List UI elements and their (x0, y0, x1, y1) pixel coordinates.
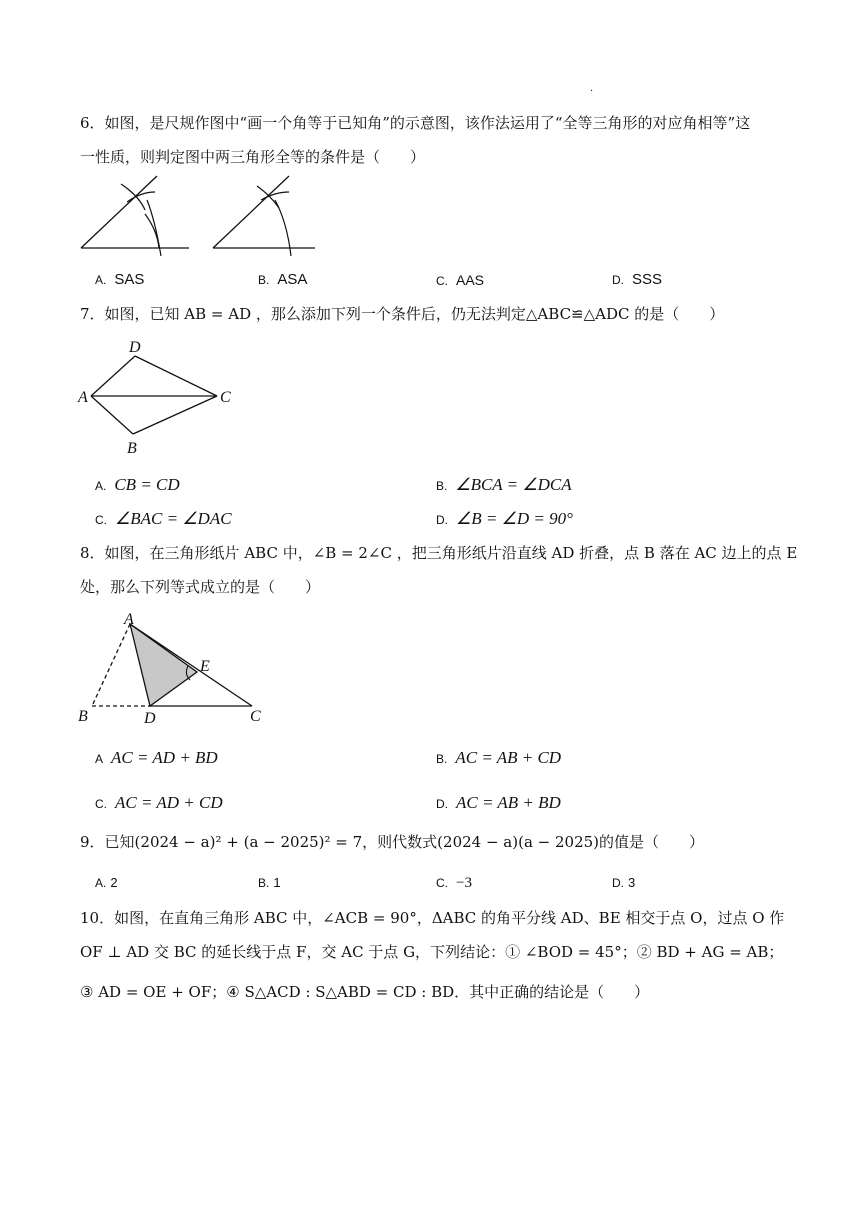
q9-option-d-text: 3 (628, 875, 636, 890)
q8-option-a-text: AC = AD + BD (111, 748, 218, 767)
q6-option-d[interactable] (612, 270, 662, 290)
q6-stem-line2: 一性质，则判定图中两三角形全等的条件是（ ） (80, 148, 426, 166)
q8-triangle-figure (72, 608, 272, 730)
q6-stem-line1: 6．如图，是尺规作图中“画一个角等于已知角”的示意图，该作法运用了“全等三角形的对应角相等”这 (80, 114, 751, 132)
q8-label-c: C (250, 708, 261, 725)
q8-label-a: A (124, 611, 134, 628)
q7-label-d: D (129, 339, 141, 356)
q7-option-a-letter: A. (95, 479, 107, 493)
q9-option-d-letter: D. (612, 876, 624, 890)
q7-label-c: C (220, 389, 231, 406)
q8-stem-line2: 处，那么下列等式成立的是（ ） (80, 578, 321, 596)
q9-option-b-text: 1 (273, 875, 281, 890)
q8-label-b: B (78, 708, 88, 725)
q7-option-b-text: ∠BCA = ∠DCA (455, 475, 572, 494)
q6-figure-right (213, 176, 315, 256)
q10-stem-line3: ③ AD = OE + OF；④ S△ACD : S△ABD = CD : BD．其中正确的结论是（ ） (80, 983, 650, 1001)
q6-option-b-text: ASA (277, 271, 308, 288)
q9-option-c-text: −3 (456, 875, 472, 891)
q7-stem: 7．如图，已知 AB = AD ，那么添加下列一个条件后，仍无法判定△ABC≌△ADC 的是（ ） (80, 305, 725, 323)
q9-option-c-letter: C. (436, 876, 448, 890)
q6-option-a[interactable] (95, 270, 144, 290)
q9-option-a-letter: A. (95, 876, 107, 890)
q9-option-a-text: 2 (110, 875, 118, 890)
q10-stem-line1: 10．如图，在直角三角形 ABC 中，∠ACB = 90°，ΔABC 的角平分线 AD、BE 相交于点 O，过点 O 作 (80, 909, 785, 927)
q8-option-b-text: AC = AB + CD (455, 748, 562, 767)
q7-option-a-text: CB = CD (114, 475, 180, 494)
q6-option-c-text: AAS (456, 272, 485, 288)
q8-label-e: E (200, 658, 210, 675)
q7-quadrilateral-figure (75, 336, 245, 458)
q7-label-a: A (78, 389, 88, 406)
q6-option-b-letter: B. (258, 273, 270, 287)
q10-stem-line2: OF ⊥ AD 交 BC 的延长线于点 F，交 AC 于点 G，下列结论：① ∠BOD = 45°；② BD + AG = AB； (80, 943, 784, 961)
q8-label-d: D (144, 710, 156, 727)
q8-option-b[interactable] (436, 748, 561, 769)
q6-figure-left (81, 176, 189, 256)
q7-option-b[interactable] (436, 475, 572, 496)
q6-option-d-letter: D. (612, 273, 624, 287)
q8-option-d[interactable] (436, 793, 561, 814)
q9-option-a[interactable] (95, 873, 118, 893)
q8-option-a[interactable] (95, 748, 218, 769)
q8-option-c-letter: C. (95, 797, 107, 811)
q6-compass-figure (75, 170, 325, 262)
q7-option-c-text: ∠BAC = ∠DAC (115, 509, 232, 528)
q8-option-b-letter: B. (436, 752, 448, 766)
top-mark: · (590, 86, 594, 97)
q9-option-b[interactable] (258, 873, 281, 893)
q7-option-d[interactable] (436, 509, 573, 530)
q6-option-d-text: SSS (632, 271, 663, 288)
q7-label-b: B (127, 440, 137, 457)
q6-option-c[interactable] (436, 270, 484, 291)
q9-stem: 9．已知(2024 − a)² + (a − 2025)² = 7，则代数式(2024 − a)(a − 2025)的值是（ ） (80, 833, 705, 851)
q7-option-d-letter: D. (436, 513, 448, 527)
q6-option-a-text: SAS (114, 271, 145, 288)
q8-option-d-text: AC = AB + BD (456, 793, 561, 812)
q6-option-a-letter: A. (95, 273, 107, 287)
q8-option-d-letter: D. (436, 797, 448, 811)
q7-option-b-letter: B. (436, 479, 448, 493)
q6-option-c-letter: C. (436, 274, 448, 288)
q9-option-c[interactable] (436, 873, 472, 893)
q7-option-c[interactable] (95, 509, 232, 530)
q9-option-d[interactable] (612, 873, 635, 893)
q8-shaded-triangle (130, 624, 197, 706)
q8-stem-line1: 8．如图，在三角形纸片 ABC 中，∠B = 2∠C ，把三角形纸片沿直线 AD 折叠，点 B 落在 AC 边上的点 E (80, 544, 798, 562)
q7-option-d-text: ∠B = ∠D = 90° (456, 509, 573, 528)
q9-option-b-letter: B. (258, 876, 270, 890)
q7-option-c-letter: C. (95, 513, 107, 527)
q6-option-b[interactable] (258, 270, 307, 290)
q7-option-a[interactable] (95, 475, 180, 496)
q8-option-c-text: AC = AD + CD (115, 793, 223, 812)
q8-option-c[interactable] (95, 793, 223, 814)
q8-option-a-letter: A (95, 752, 104, 766)
